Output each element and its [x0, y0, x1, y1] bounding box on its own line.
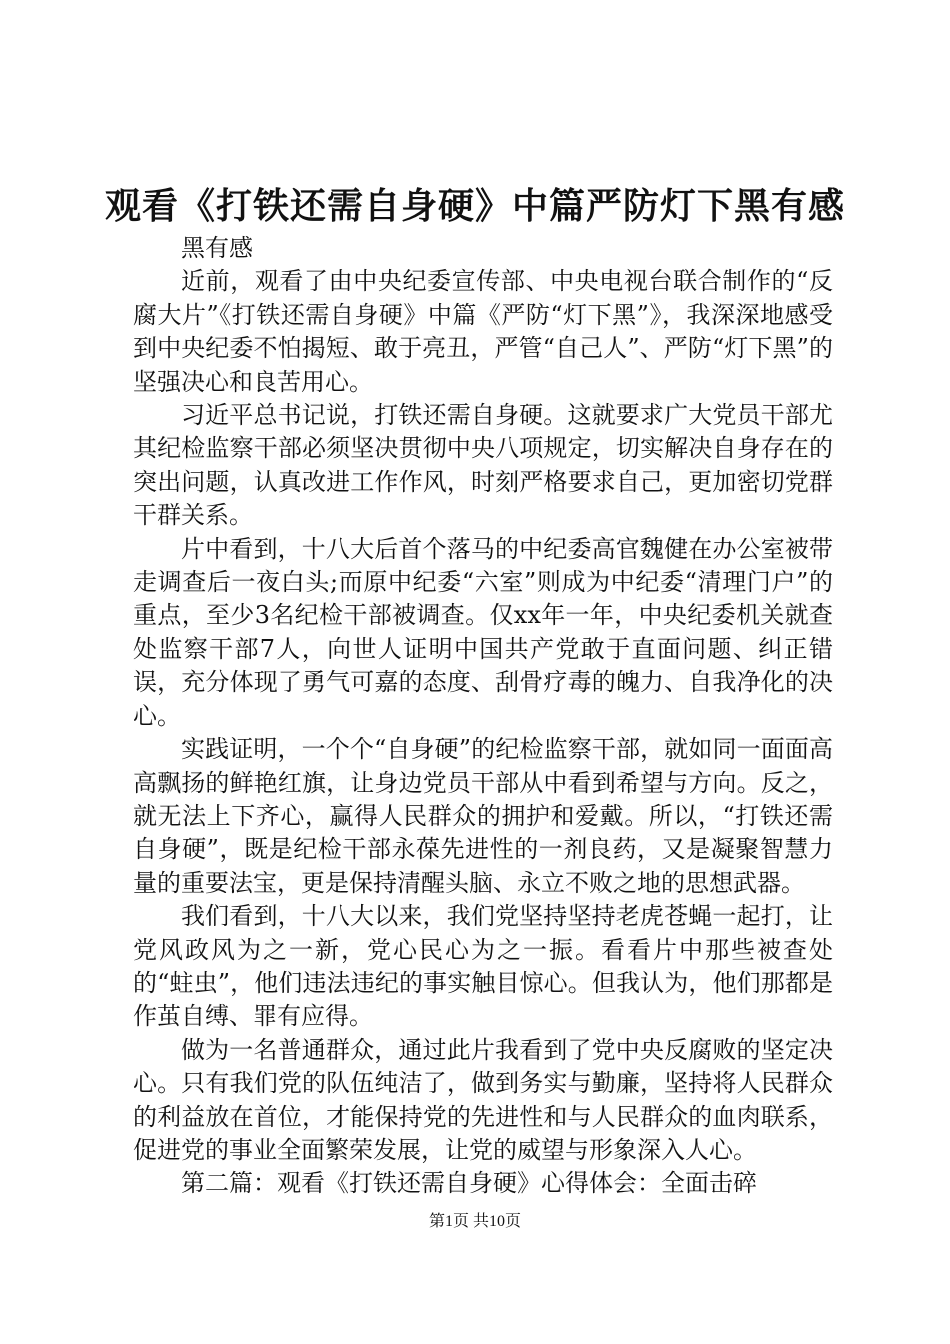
paragraph: 近前，观看了由中央纪委宣传部、中央电视台联合制作的“反腐大片”《打铁还需自身硬》中篇《严防“灯下黑”》，我深深地感受到中央纪委不怕揭短、敢于亮丑，严管“自己人”、严防“灯下黑”的坚强决心和良苦用心。 [133, 267, 833, 396]
document-title: 观看《打铁还需自身硬》中篇严防灯下黑有感 [104, 186, 845, 227]
paragraph: 第二篇：观看《打铁还需自身硬》心得体会：全面击碎 [181, 1169, 757, 1198]
page-footer: 第1页 共10页 [428, 1213, 521, 1230]
paragraph: 习近平总书记说，打铁还需自身硬。这就要求广大党员干部尤其纪检监察干部必须坚决贯彻中央八项规定，切实解决自身存在的突出问题，认真改进工作作风，时刻严格要求自己，更加密切党群干群关系。 [133, 401, 833, 530]
paragraph: 片中看到，十八大后首个落马的中纪委高官魏健在办公室被带走调查后一夜白头;而原中纪委“六室”则成为中纪委“清理门户”的重点，至少3名纪检干部被调查。仅xx年一年，中央纪委机关就查处监察干部7人，向世人证明中国共产党敢于直面问题、纠正错误，充分体现了勇气可嘉的态度、刮骨疗毒的魄力、自我净化的决心。 [133, 534, 833, 730]
paragraph: 实践证明，一个个“自身硬”的纪检监察干部，就如同一面面高高飘扬的鲜艳红旗，让身边党员干部从中看到希望与方向。反之，就无法上下齐心，赢得人民群众的拥护和爱戴。所以，“打铁还需自身硬”，既是纪检干部永葆先进性的一剂良药，又是凝聚智慧力量的重要法宝，更是保持清醒头脑、永立不败之地的思想武器。 [133, 735, 833, 897]
paragraph: 黑有感 [181, 234, 253, 262]
paragraph: 我们看到，十八大以来，我们党坚持坚持老虎苍蝇一起打，让党风政风为之一新，党心民心为之一振。看看片中那些被查处的“蛀虫”，他们违法违纪的事实触目惊心。但我认为，他们那都是作茧自缚、罪有应得。 [133, 902, 833, 1031]
document-body [133, 232, 833, 1201]
paragraph: 做为一名普通群众，通过此片我看到了党中央反腐败的坚定决心。只有我们党的队伍纯洁了，做到务实与勤廉，坚持将人民群众的利益放在首位，才能保持党的先进性和与人民群众的血肉联系，促进党的事业全面繁荣发展，让党的威望与形象深入人心。 [133, 1035, 833, 1164]
